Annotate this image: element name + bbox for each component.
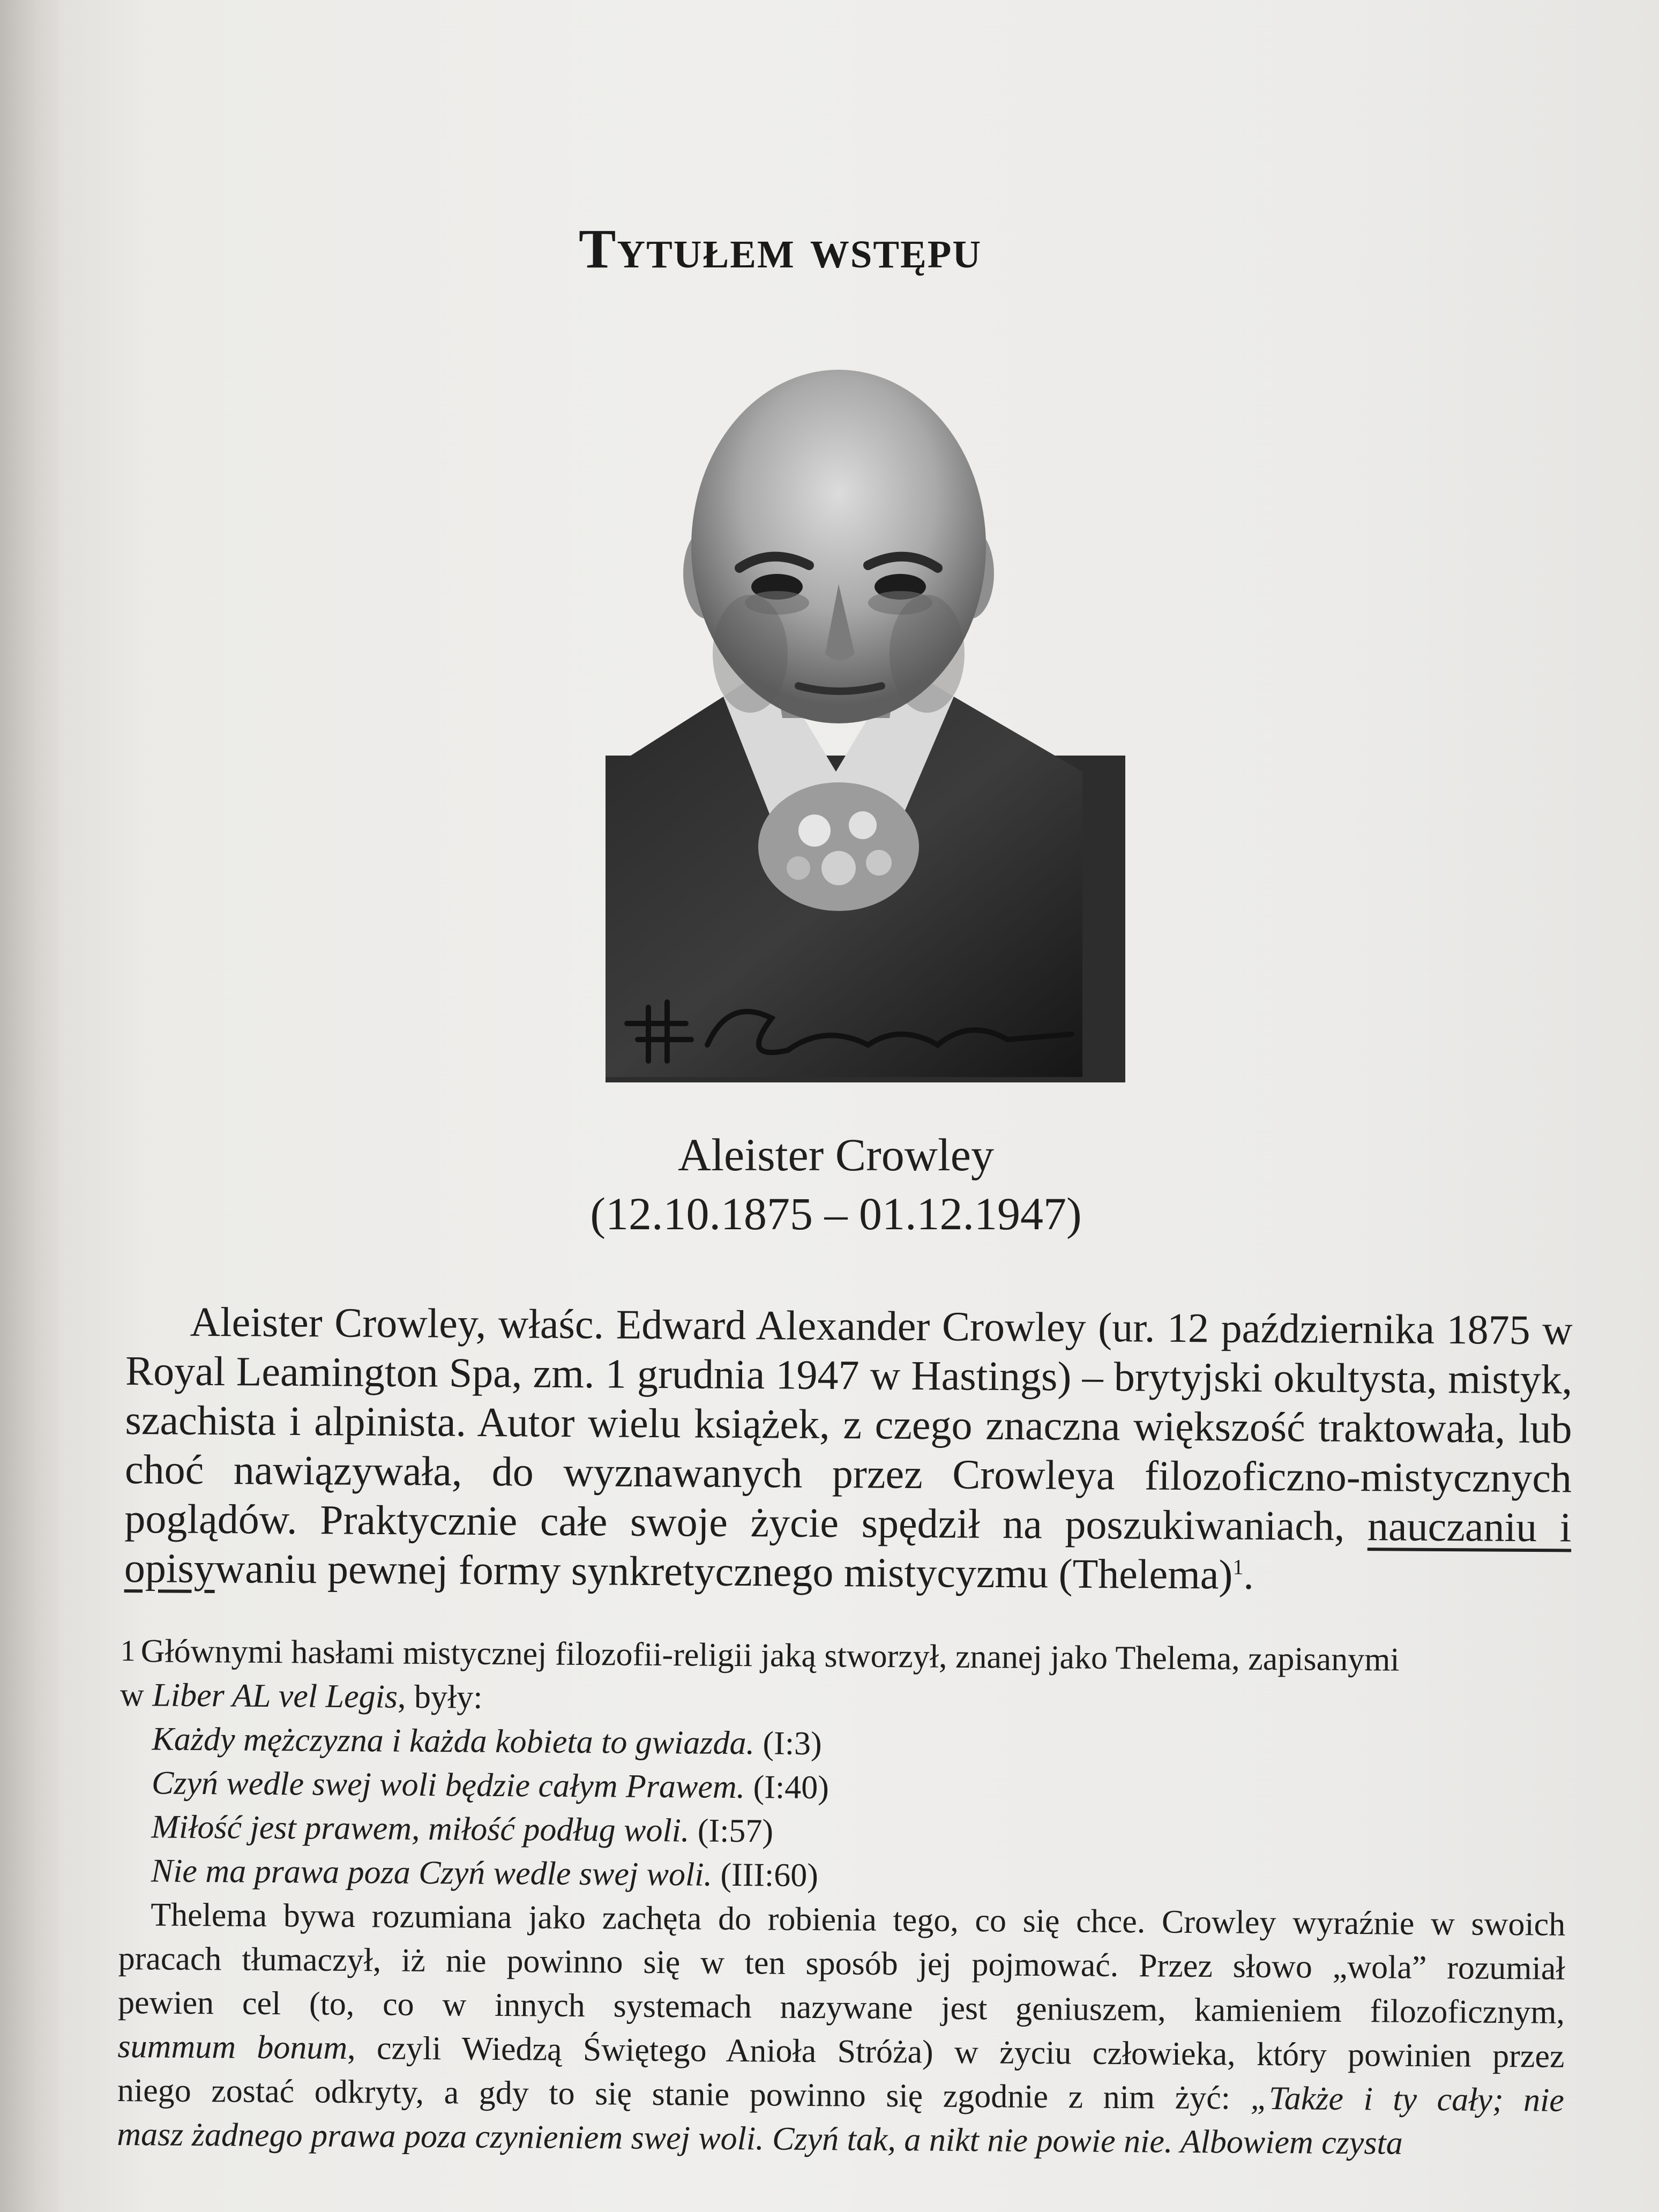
footnote-para-line: niego zostać odkryty, a gdy to się stanie powinno się zgodnie z nim żyć: „Także i ty cały; nie: [117, 2072, 1565, 2119]
portrait-caption-dates: (12.10.1875 – 01.12.1947): [590, 1188, 1082, 1239]
paragraph-text-part1: Aleister Crowley, właśc. Edward Alexander Crowley (ur. 12 października 1875 w Royal Leamington Spa, zm. 1 grudnia 1947 w Hastings) – brytyjski okultysta, mistyk, szachista i alpinista. Autor wielu książek, z czego znaczna większość traktowała, lub choć nawiązywała, do wyznawanych przez Crowleya filozoficzno-mistycznych poglądów. Praktycznie całe swoje życie spędził na poszukiwaniach,: [124, 1298, 1573, 1550]
footnote-reference[interactable]: 1: [1232, 1555, 1244, 1579]
portrait-photo: [547, 364, 1125, 1082]
footnote-intro-line2: w Liber AL vel Legis, były:: [119, 1676, 483, 1716]
footnote-para-line: pracach tłumaczył, iż nie powinno się w ten sposób jej pojmować. Przez słowo „wola” rozumiał: [118, 1940, 1565, 1987]
liber-al-title: Liber AL vel Legis: [152, 1677, 398, 1715]
portrait-caption-name: Aleister Crowley: [678, 1129, 994, 1180]
paragraph-end: .: [1243, 1551, 1254, 1598]
chapter-title: Tytułem wstępu: [579, 218, 982, 280]
footnote-para-line: masz żadnego prawa poza czynieniem swej woli. Czyń tak, a nikt nie powie nie. Albowiem czysta: [117, 2116, 1403, 2162]
footnote-number: 1: [120, 1634, 136, 1668]
footnote-quote: Czyń wedle swej woli będzie całym Prawem. (I:40): [151, 1765, 829, 1806]
footnote-quote: Miłość jest prawem, miłość podług woli. (I:57): [151, 1809, 774, 1850]
paragraph-text-part2: waniu pewnej formy synkretycznego mistycyzmu (Thelema): [214, 1545, 1233, 1598]
cravat: [758, 782, 919, 911]
footnote-para-line: pewien cel (to, co w innych systemach nazywane jest geniuszem, kamieniem filozoficznym,: [117, 1984, 1565, 2031]
footnote-para-line: summum bonum, czyli Wiedzą Świętego Anioła Stróża) w życiu człowieka, który powinien przez: [117, 2028, 1565, 2075]
footnote-intro-line1: 1 Głównymi hasłami mistycznej filozofii-religii jaką stworzył, znanej jako Thelema, zapisanymi: [120, 1633, 1400, 1678]
footnote-quote: Nie ma prawa poza Czyń wedle swej woli. (III:60): [151, 1852, 819, 1894]
paragraph-underlined-text: nauczaniu i opisy: [124, 1503, 1572, 1592]
footnote-quote: Każdy mężczyzna i każda kobieta to gwiazda. (I:3): [152, 1721, 822, 1762]
footnote-block: [117, 1629, 1567, 2166]
main-paragraph: [124, 1297, 1573, 1601]
footnote-para-line: Thelema bywa rozumiana jako zachęta do robienia tego, co się chce. Crowley wyraźnie w swoich: [151, 1896, 1566, 1943]
